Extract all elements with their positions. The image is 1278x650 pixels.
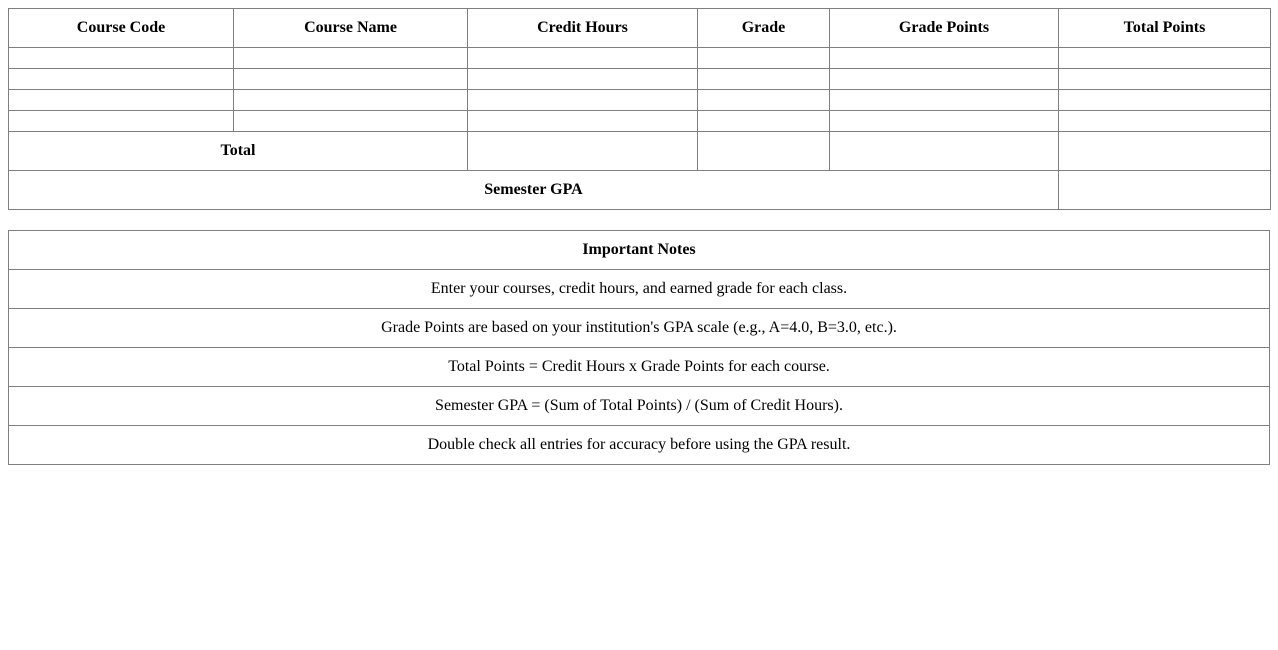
course-name-cell[interactable]: [234, 48, 468, 69]
total-total-points-cell: [1059, 132, 1271, 171]
course-code-cell[interactable]: [9, 90, 234, 111]
note-text: Total Points = Credit Hours x Grade Points for each course.: [9, 348, 1270, 387]
grade-cell[interactable]: [698, 90, 830, 111]
total-grade-points-cell: [830, 132, 1059, 171]
total-credit-hours-cell: [468, 132, 698, 171]
table-row: [9, 90, 1271, 111]
grade-cell[interactable]: [698, 111, 830, 132]
header-row: [9, 9, 1271, 48]
grade-points-cell[interactable]: [830, 90, 1059, 111]
header-course-code: Course Code: [9, 9, 234, 48]
note-text: Double check all entries for accuracy before using the GPA result.: [9, 426, 1270, 465]
grade-points-cell[interactable]: [830, 111, 1059, 132]
grade-points-cell[interactable]: [830, 69, 1059, 90]
credit-hours-cell[interactable]: [468, 111, 698, 132]
total-points-cell[interactable]: [1059, 111, 1271, 132]
total-grade-cell: [698, 132, 830, 171]
list-item: [9, 309, 1270, 348]
note-text: Enter your courses, credit hours, and earned grade for each class.: [9, 270, 1270, 309]
semester-gpa-row: [9, 171, 1271, 210]
grade-cell[interactable]: [698, 69, 830, 90]
total-points-cell[interactable]: [1059, 48, 1271, 69]
credit-hours-cell[interactable]: [468, 69, 698, 90]
table-row: [9, 69, 1271, 90]
list-item: [9, 426, 1270, 465]
table-row: [9, 111, 1271, 132]
credit-hours-cell[interactable]: [468, 90, 698, 111]
total-label: Total: [9, 132, 468, 171]
course-code-cell[interactable]: [9, 48, 234, 69]
total-points-cell[interactable]: [1059, 90, 1271, 111]
table-row: [9, 48, 1271, 69]
notes-title: Important Notes: [9, 231, 1270, 270]
note-text: Semester GPA = (Sum of Total Points) / (Sum of Credit Hours).: [9, 387, 1270, 426]
semester-gpa-value: [1059, 171, 1271, 210]
credit-hours-cell[interactable]: [468, 48, 698, 69]
header-grade: Grade: [698, 9, 830, 48]
note-text: Grade Points are based on your institution's GPA scale (e.g., A=4.0, B=3.0, etc.).: [9, 309, 1270, 348]
header-total-points: Total Points: [1059, 9, 1271, 48]
grade-points-cell[interactable]: [830, 48, 1059, 69]
list-item: [9, 387, 1270, 426]
course-name-cell[interactable]: [234, 69, 468, 90]
gpa-calculator-table: [8, 8, 1271, 210]
header-grade-points: Grade Points: [830, 9, 1059, 48]
course-code-cell[interactable]: [9, 111, 234, 132]
total-row: [9, 132, 1271, 171]
list-item: [9, 348, 1270, 387]
semester-gpa-label: Semester GPA: [9, 171, 1059, 210]
notes-header-row: [9, 231, 1270, 270]
header-course-name: Course Name: [234, 9, 468, 48]
course-name-cell[interactable]: [234, 111, 468, 132]
list-item: [9, 270, 1270, 309]
course-code-cell[interactable]: [9, 69, 234, 90]
header-credit-hours: Credit Hours: [468, 9, 698, 48]
course-name-cell[interactable]: [234, 90, 468, 111]
important-notes-table: [8, 230, 1270, 465]
grade-cell[interactable]: [698, 48, 830, 69]
total-points-cell[interactable]: [1059, 69, 1271, 90]
